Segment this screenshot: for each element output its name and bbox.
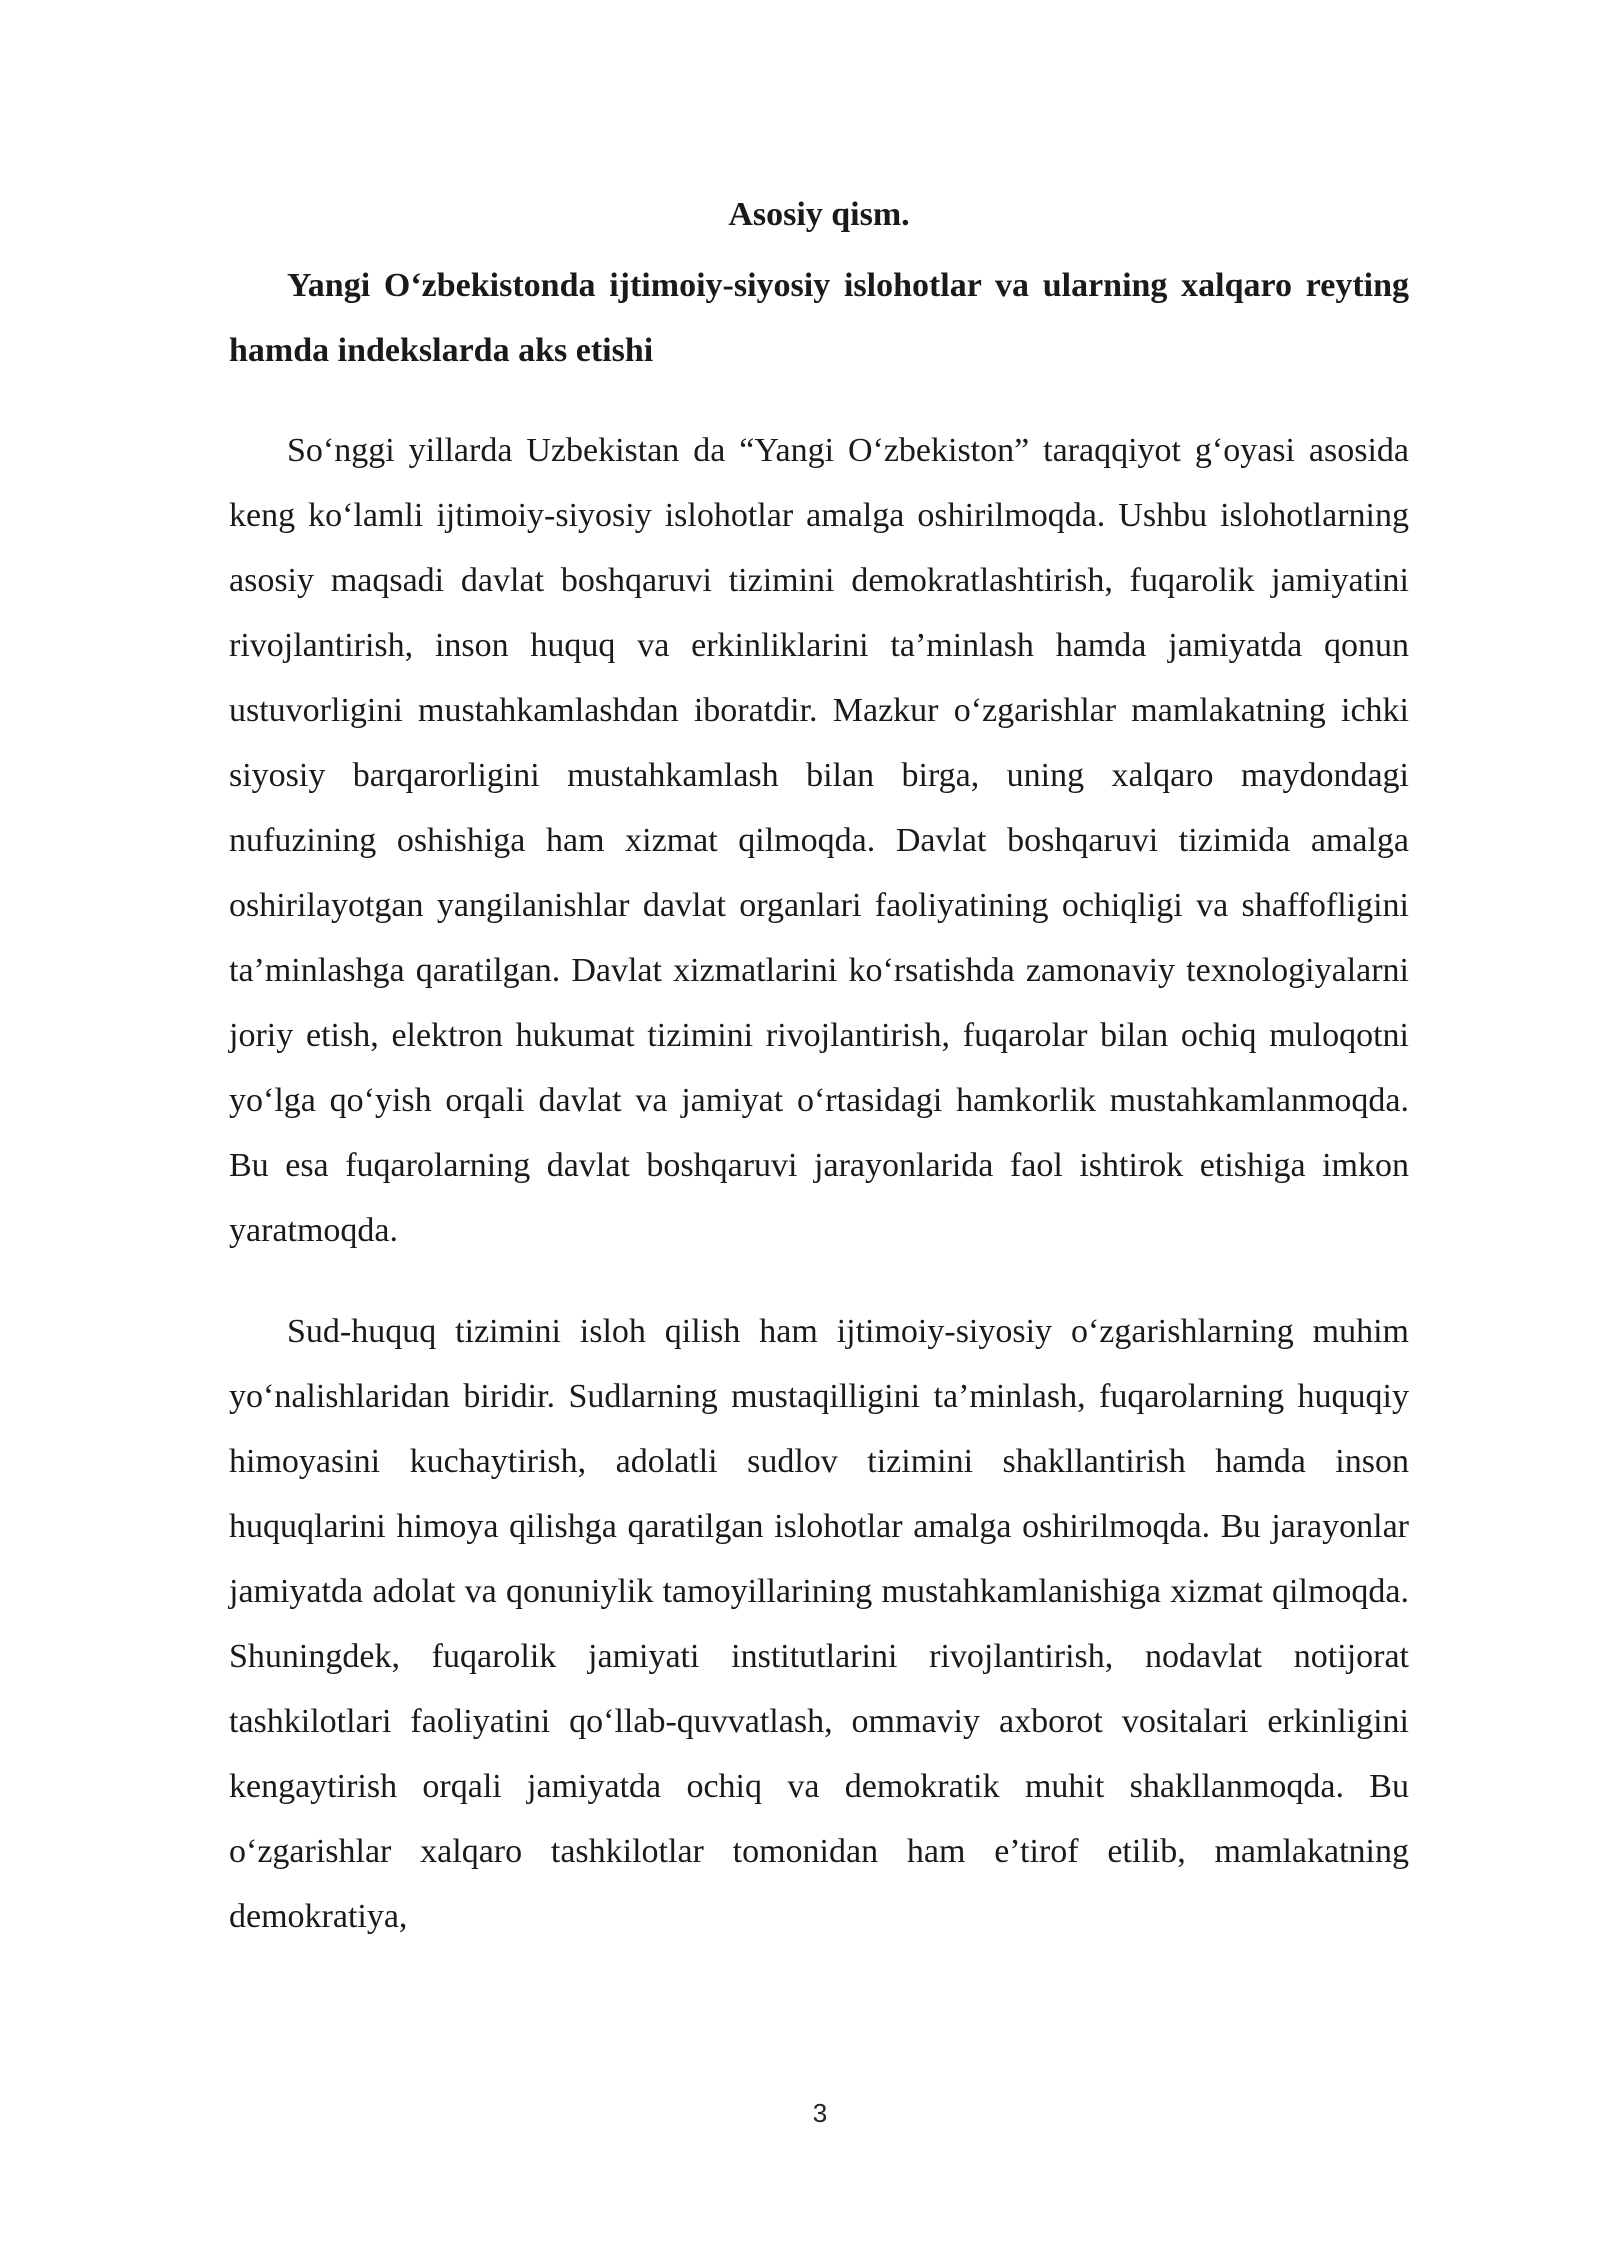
body-paragraph-2: Sud-huquq tizimini isloh qilish ham ijtimoiy-siyosiy o‘zgarishlarning muhim yo‘nalishlaridan biridir. Sudlarning mustaqilligini ta’minlash, fuqarolarning huquqiy himoyasini kuchaytirish, adolatli sudlov tizimini shakllantirish hamda inson huquqlarini himoya qilishga qaratilgan islohotlar amalga oshirilmoqda. Bu jarayonlar jamiyatda adolat va qonuniylik tamoyillarining mustahkamlanishiga xizmat qilmoqda. Shuningdek, fuqarolik jamiyati institutlarini rivojlantirish, nodavlat notijorat tashkilotlari faoliyatini qo‘llab-quvvatlash, ommaviy axborot vositalari erkinligini kengaytirish orqali jamiyatda ochiq va demokratik muhit shakllanmoqda. Bu o‘zgarishlar xalqaro tashkilotlar tomonidan ham e’tirof etilib, mamlakatning demokratiya,	[229, 1313, 1409, 1935]
page-number: 3	[812, 2098, 828, 2128]
section-heading: Asosiy qism.	[728, 196, 910, 233]
page-content	[229, 185, 1409, 1949]
section-title: Yangi O‘zbekistonda ijtimoiy-siyosiy islohotlar va ularning xalqaro reyting hamda indekslarda aks etishi	[229, 267, 1409, 369]
body-paragraph-1: So‘nggi yillarda Uzbekistan da “Yangi O‘zbekiston” taraqqiyot g‘oyasi asosida keng ko‘lamli ijtimoiy-siyosiy islohotlar amalga oshirilmoqda. Ushbu islohotlarning asosiy maqsadi davlat boshqaruvi tizimini demokratlashtirish, fuqarolik jamiyatini rivojlantirish, inson huquq va erkinliklarini ta’minlash hamda jamiyatda qonun ustuvorligini mustahkamlashdan iboratdir. Mazkur o‘zgarishlar mamlakatning ichki siyosiy barqarorligini mustahkamlash bilan birga, uning xalqaro maydondagi nufuzining oshishiga ham xizmat qilmoqda. Davlat boshqaruvi tizimida amalga oshirilayotgan yangilanishlar davlat organlari faoliyatining ochiqligi va shaffofligini ta’minlashga qaratilgan. Davlat xizmatlarini ko‘rsatishda zamonaviy texnologiyalarni joriy etish, elektron hukumat tizimini rivojlantirish, fuqarolar bilan ochiq muloqotni yo‘lga qo‘yish orqali davlat va jamiyat o‘rtasidagi hamkorlik mustahkamlanmoqda. Bu esa fuqarolarning davlat boshqaruvi jarayonlarida faol ishtirok etishiga imkon yaratmoqda.	[229, 432, 1409, 1249]
